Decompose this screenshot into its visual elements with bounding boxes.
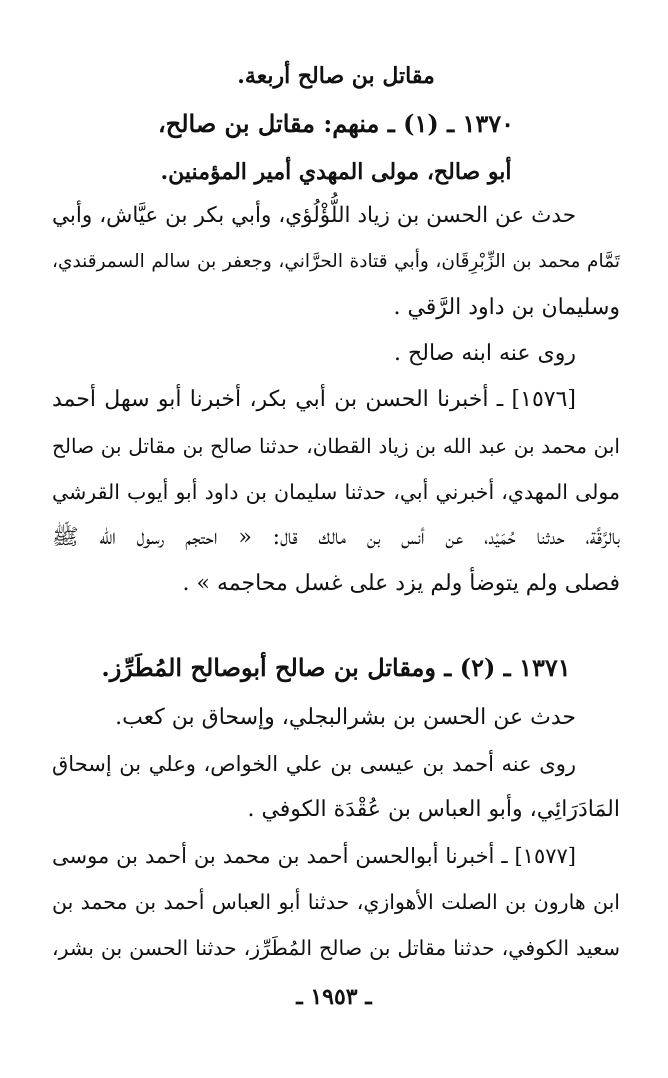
text-line: مولى المهدي، أخبرني أبي، حدثنا سليمان بن داود أبو أيوب القرشي xyxy=(52,480,620,504)
text-line: [١٥٧٧] ـ أخبرنا أبوالحسن أحمد بن محمد بن أحمد بن موسى xyxy=(52,844,576,868)
entry-title-1370: ١٣٧٠ ـ (١) ـ منهم: مقاتل بن صالح، xyxy=(157,109,515,138)
text-line: [١٥٧٦] ـ أخبرنا الحسن بن أبي بكر، أخبرنا أبو سهل أحمد xyxy=(52,387,576,412)
text-line: روى عنه أحمد بن عيسى بن علي الخواص، وعلي بن إسحاق xyxy=(52,752,576,776)
text-line: المَادَرَائِي، وأبو العباس بن عُقْدَة الكوفي . xyxy=(247,797,620,822)
text-line: وسليمان بن داود الرَّقي . xyxy=(393,295,620,320)
page-number: ـ ١٩٥٣ ـ xyxy=(296,984,372,1010)
text-line: بالرَّقَّة، حدثنا حُمَيْد، عن أنس بن مالك قال: « احتجم رسول الله ﷺ xyxy=(52,525,620,550)
text-line: سعيد الكوفي، حدثنا مقاتل بن صالح المُطَرِّز، حدثنا الحسن بن بشر، xyxy=(52,936,620,960)
text-line: ابن محمد بن عبد الله بن زياد القطان، حدثنا صالح بن مقاتل بن صالح xyxy=(52,434,620,458)
text-line: ابن هارون بن الصلت الأهوازي، حدثنا أبو العباس أحمد بن محمد بن xyxy=(52,890,620,914)
text-line: حدث عن الحسن بن زياد اللُّؤْلُؤي، وأبي بكر بن عيَّاش، وأبي xyxy=(52,203,576,228)
entry-title-1371: ١٣٧١ ـ (٢) ـ ومقاتل بن صالح أبوصالح المُطَرِّز. xyxy=(101,653,571,682)
text-line: روى عنه ابنه صالح . xyxy=(394,341,576,366)
text-line: فصلى ولم يتوضأ ولم يزد على غسل محاجمه » . xyxy=(182,571,620,596)
text-line: تَمَّام محمد بن الزِّبْرِقَان، وأبي قتادة الحرَّاني، وجعفر بن سالم السمرقندي، xyxy=(52,251,620,272)
entry-subtitle-1370: أبو صالح، مولى المهدي أمير المؤمنين. xyxy=(160,159,512,185)
text-line: حدث عن الحسن بن بشرالبجلي، وإسحاق بن كعب. xyxy=(115,705,576,730)
section-heading: مقاتل بن صالح أربعة. xyxy=(237,63,435,89)
